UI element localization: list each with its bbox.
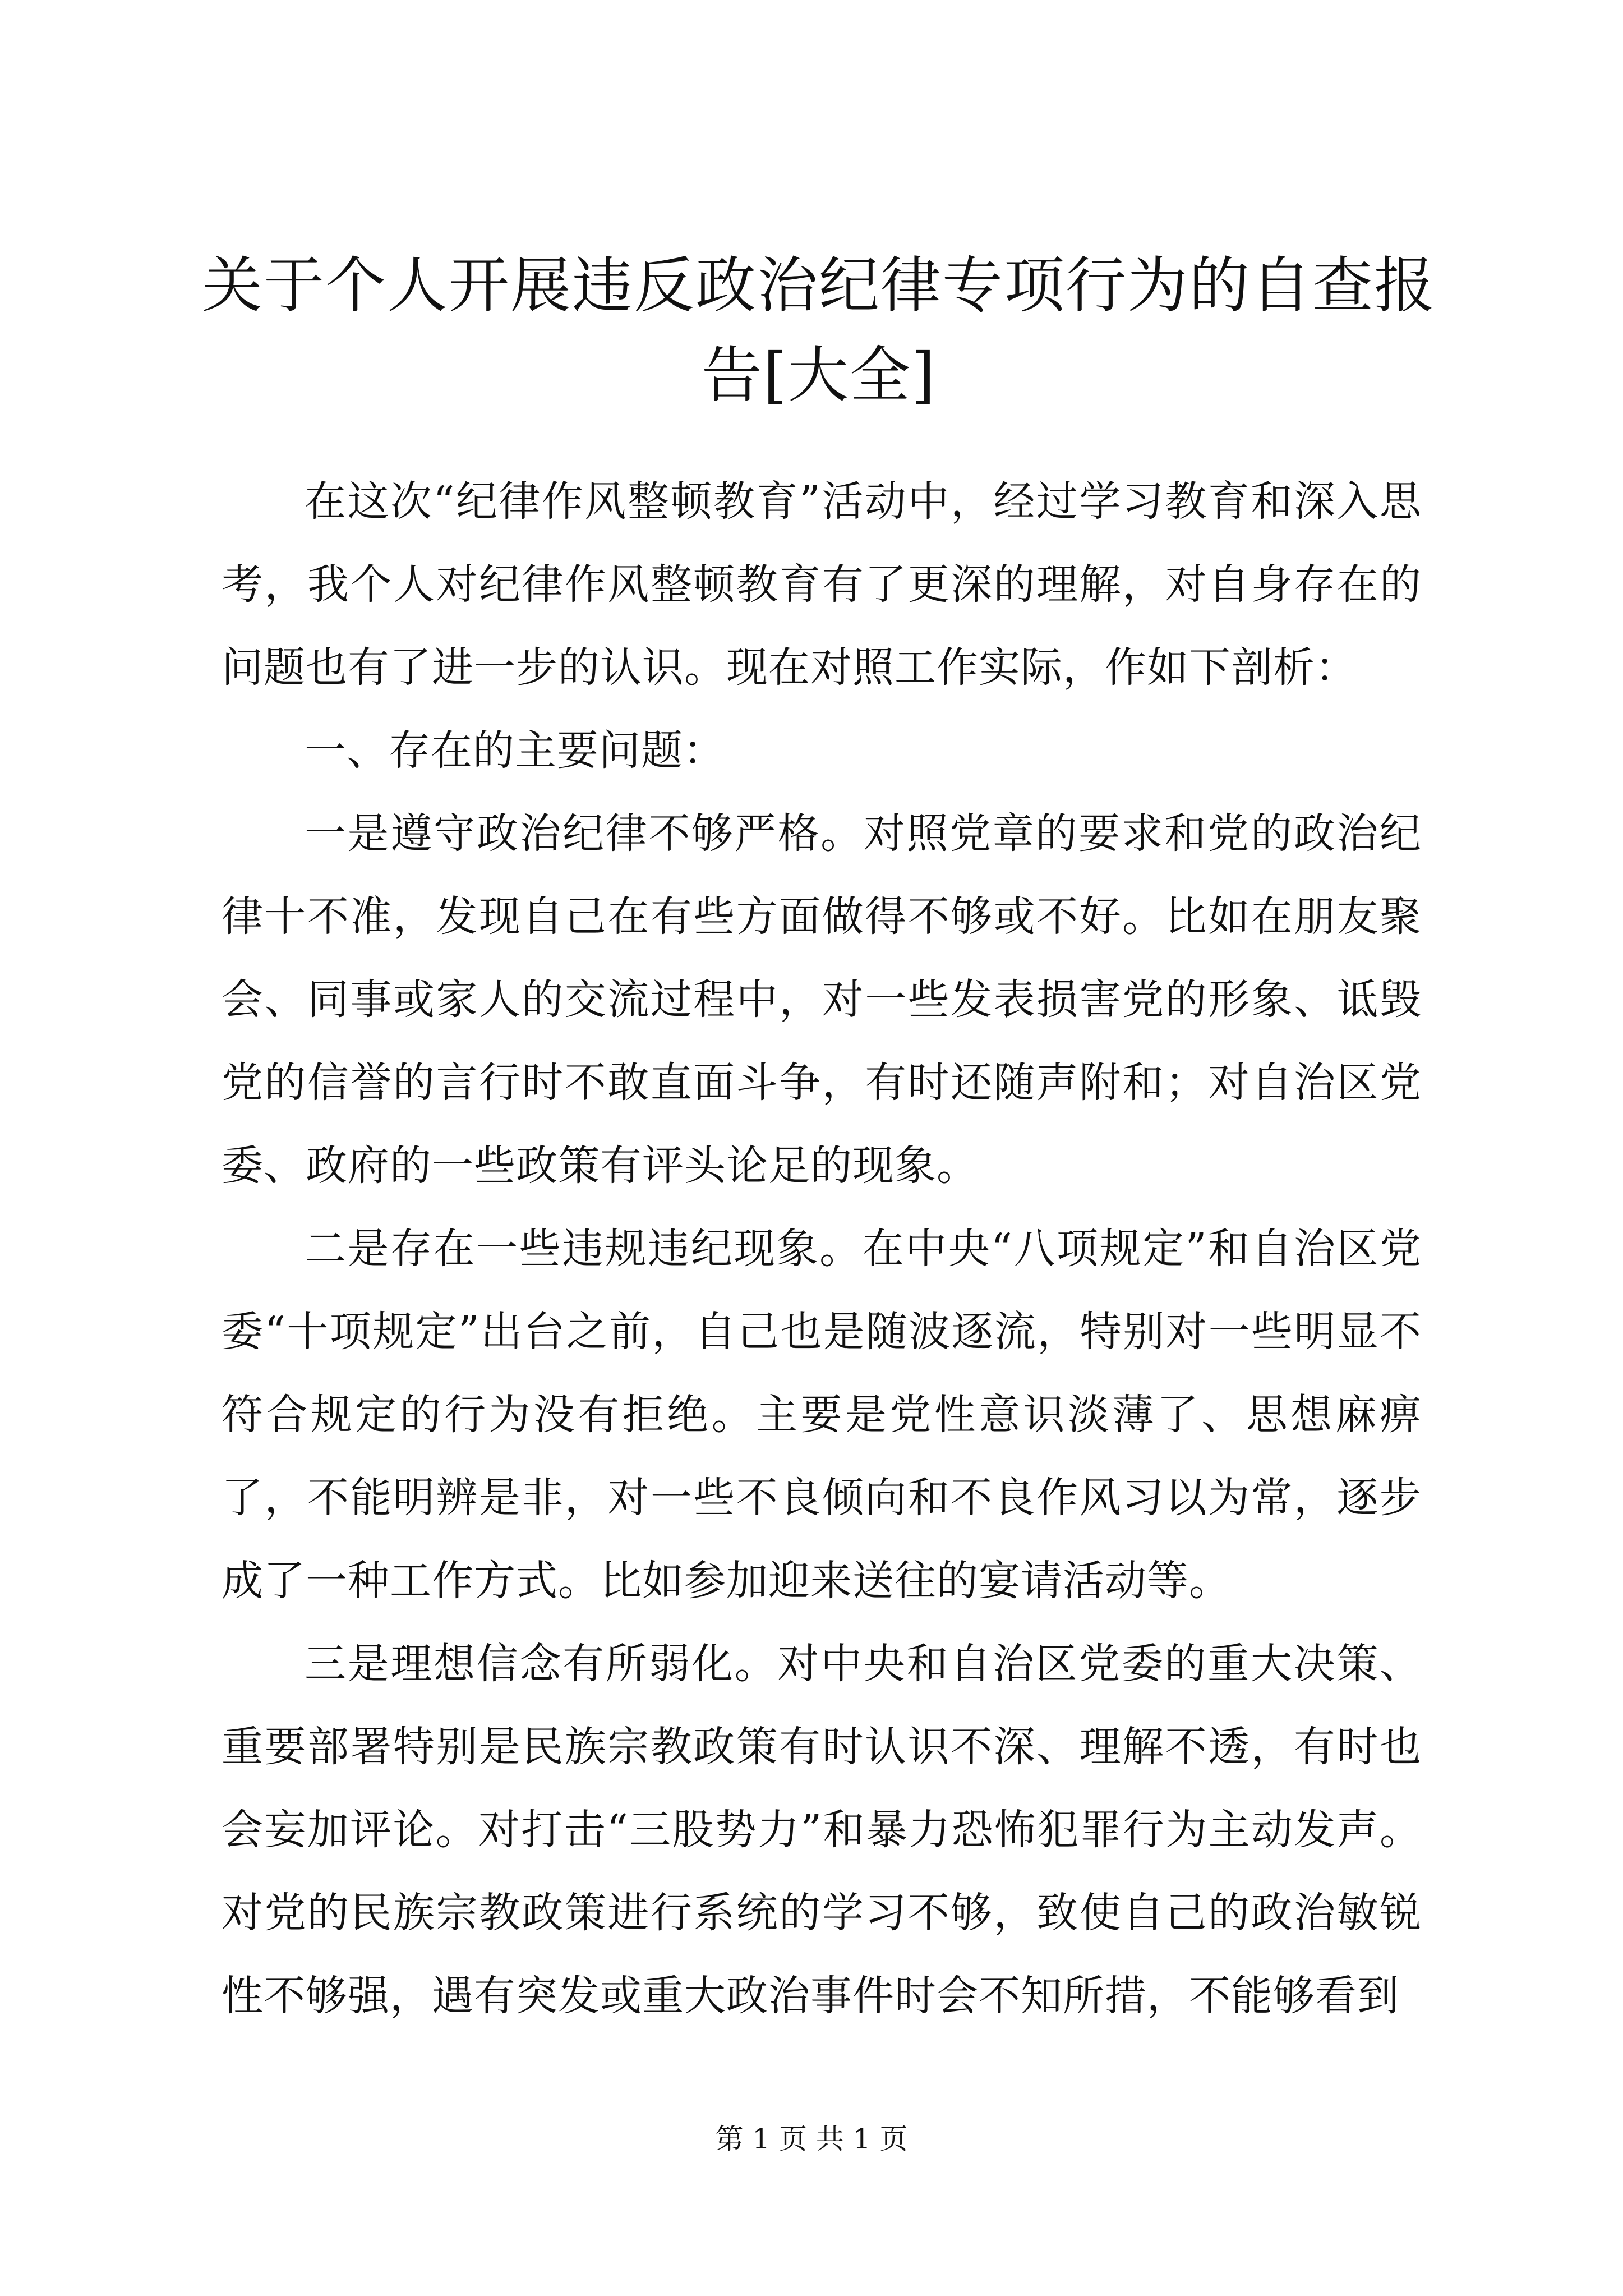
document-body <box>222 460 1422 2037</box>
paragraph-issue-one: 一是遵守政治纪律不够严格。对照党章的要求和党的政治纪律十不准，发现自己在有些方面做得不够或不好。比如在朋友聚会、同事或家人的交流过程中，对一些发表损害党的形象、诋毁党的信誉的言行时不敢直面斗争，有时还随声附和；对自治区党委、政府的一些政策有评头论足的现象。 <box>222 809 1422 1190</box>
paragraph-section-heading: 一、存在的主要问题： <box>305 726 725 775</box>
document-title: 关于个人开展违反政治纪律专项行为的自查报告[大全] <box>202 251 1436 411</box>
paragraph-issue-three: 三是理想信念有所弱化。对中央和自治区党委的重大决策、重要部署特别是民族宗教政策有时认识不深、理解不透，有时也会妄加评论。对打击“三股势力”和暴力恐怖犯罪行为主动发声。对党的民族宗教政策进行系统的学习不够，致使自己的政治敏锐性不够强，遇有突发或重大政治事件时会不知所措，不能够看到 <box>222 1640 1422 2020</box>
page-footer: 第 1 页 共 1 页 <box>715 2123 908 2155</box>
paragraph-issue-two: 二是存在一些违规违纪现象。在中央“八项规定”和自治区党委“十项规定”出台之前，自己也是随波逐流，特别对一些明显不符合规定的行为没有拒绝。主要是党性意识淡薄了、思想麻痹了，不能明辨是非，对一些不良倾向和不良作风习以为常，逐步成了一种工作方式。比如参加迎来送往的宴请活动等。 <box>222 1225 1422 1605</box>
paragraph-intro: 在这次“纪律作风整顿教育”活动中，经过学习教育和深入思考，我个人对纪律作风整顿教育有了更深的理解，对自身存在的问题也有了进一步的认识。现在对照工作实际，作如下剖析： <box>222 477 1422 692</box>
